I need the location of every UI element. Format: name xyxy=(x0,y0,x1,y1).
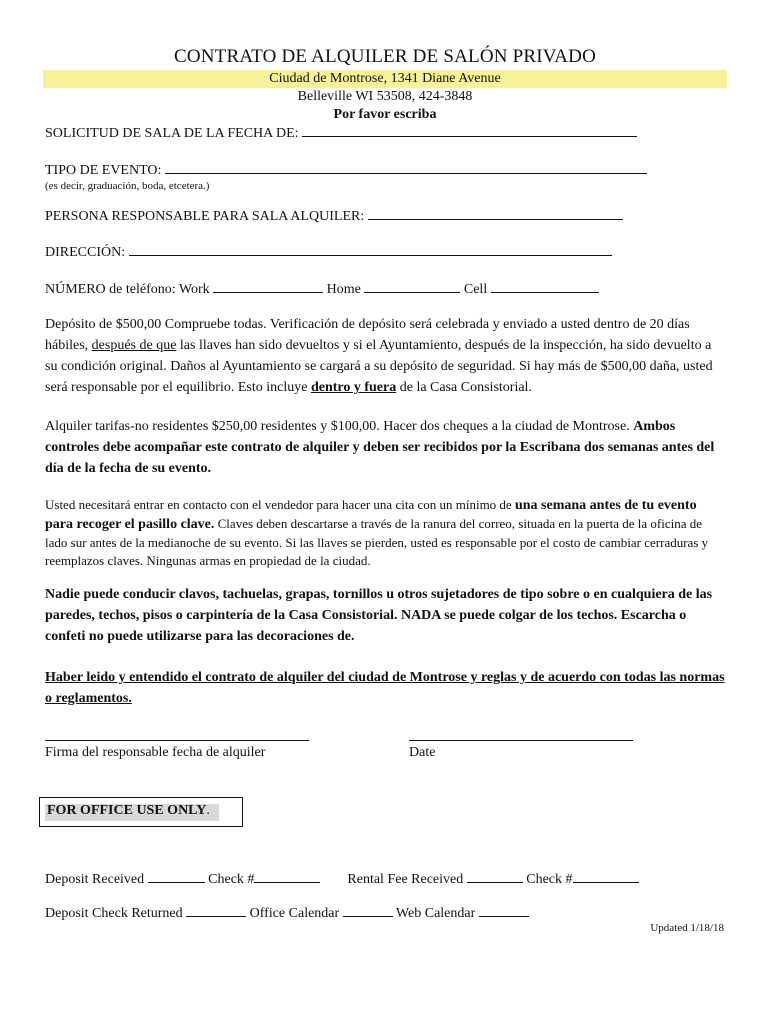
agreement-statement: Haber leido y entendido el contrato de alquiler del ciudad de Montrose y reglas y de acuerdo con todas las normas o reglamentos. xyxy=(45,670,725,706)
responsible-row xyxy=(45,207,623,225)
deposit-returned-label: Deposit Check Returned xyxy=(45,906,183,921)
phone-cell-field[interactable] xyxy=(491,280,599,293)
deposit-text-2: las llaves han sido devueltos y si el Ayuntamiento, después de la inspección, ha sido devuelto a su condición original. Daños al Ayuntamiento se cargará a su depósito de seguridad. Si hay más de $500,00 daña, usted será responsable por el equilibrio. Esto incluye xyxy=(45,338,713,395)
phone-row xyxy=(45,280,599,298)
date-label: Date xyxy=(409,745,436,760)
office-use-label xyxy=(47,803,210,819)
keys-bold-text: una semana antes de tu evento para recoger el pasillo clave. xyxy=(45,498,697,532)
phone-cell-label: Cell xyxy=(463,282,488,297)
instruction-text: Por favor escriba xyxy=(333,107,437,122)
web-calendar-field[interactable] xyxy=(479,904,529,917)
deposit-text-3: de la Casa Consistorial. xyxy=(396,380,532,395)
address-field[interactable] xyxy=(129,243,612,256)
rules-paragraph: Nadie puede conducir clavos, tachuelas, grapas, tornillos u otros sujetadores de tipo sobre o en cualquiera de las paredes, techos, pisos o carpintería de la Casa Consistorial. NADA se puede colgar de los techos. Escarcha o confeti no puede utilizarse para las decoraciones de. xyxy=(45,587,713,644)
deposit-received-label: Deposit Received xyxy=(45,872,145,887)
event-type-hint: (es decir, graduación, boda, etcetera.) xyxy=(45,180,210,192)
page-title: CONTRATO DE ALQUILER DE SALÓN PRIVADO xyxy=(173,46,597,67)
responsible-field[interactable] xyxy=(368,207,623,220)
fees-paragraph xyxy=(45,416,727,479)
date-line[interactable] xyxy=(409,740,633,741)
date-request-row xyxy=(45,124,637,142)
deposit-returned-field[interactable] xyxy=(186,904,246,917)
deposit-underlined-1: después de que xyxy=(91,338,177,353)
fees-bold-text: Ambos controles debe acompañar este contrato de alquiler y deben ser recibidos por la Escribana dos semanas antes del día de la fecha de su evento. xyxy=(45,419,715,476)
check-2-field[interactable] xyxy=(573,870,639,883)
address-row xyxy=(45,243,612,261)
phone-home-label: Home xyxy=(326,282,361,297)
check-1-label: Check # xyxy=(208,872,255,887)
date-request-field[interactable] xyxy=(302,124,637,137)
updated-date: Updated 1/18/18 xyxy=(650,922,724,934)
office-row-1 xyxy=(45,870,639,888)
keys-paragraph xyxy=(45,496,727,570)
keys-text-2: Claves deben descartarse a través de la ranura del correo, situada en la puerta de la oficina de lado sur antes de la medianoche de su evento. Si las llaves se pierden, usted es responsable por el costo de cambiar cerraduras y reemplazos claves. Ningunas armas en propiedad de la ciudad. xyxy=(45,516,709,568)
keys-text-1: Usted necesitará entrar en contacto con el vendedor para hacer una cita con un mínimo de xyxy=(45,497,515,512)
phone-home-field[interactable] xyxy=(364,280,460,293)
signature-label: Firma del responsable fecha de alquiler xyxy=(45,745,266,760)
office-calendar-field[interactable] xyxy=(343,904,393,917)
office-use-text: FOR OFFICE USE ONLY xyxy=(47,803,207,818)
fees-text: Alquiler tarifas-no residentes $250,00 residentes y $100,00. Hacer dos cheques a la ciudad de Montrose. xyxy=(45,419,630,434)
deposit-underlined-2: dentro y fuera xyxy=(310,380,397,395)
date-request-label: SOLICITUD DE SALA DE LA FECHA DE: xyxy=(45,126,299,141)
address-label: DIRECCIÓN: xyxy=(45,245,126,260)
rental-fee-field[interactable] xyxy=(467,870,523,883)
check-2-label: Check # xyxy=(526,872,573,887)
event-type-row xyxy=(45,161,647,179)
signature-line[interactable] xyxy=(45,740,309,741)
office-calendar-label: Office Calendar xyxy=(249,906,340,921)
check-1-field[interactable] xyxy=(254,870,320,883)
deposit-text-1: Depósito de $500,00 Compruebe todas. Verificación de depósito será celebrada y enviado a usted dentro de 20 días hábiles, xyxy=(45,317,690,353)
event-type-field[interactable] xyxy=(165,161,647,174)
phone-work-field[interactable] xyxy=(213,280,323,293)
event-type-label: TIPO DE EVENTO: xyxy=(45,163,162,178)
address-line-1: Ciudad de Montrose, 1341 Diane Avenue xyxy=(269,71,501,86)
phone-work-label: NÚMERO de teléfono: Work xyxy=(45,282,210,297)
deposit-received-field[interactable] xyxy=(148,870,205,883)
web-calendar-label: Web Calendar xyxy=(395,906,476,921)
responsible-label: PERSONA RESPONSABLE PARA SALA ALQUILER: xyxy=(45,209,365,224)
office-use-period: . xyxy=(206,803,210,818)
rental-fee-label: Rental Fee Received xyxy=(347,872,464,887)
office-row-2 xyxy=(45,904,529,922)
deposit-paragraph xyxy=(45,314,727,398)
address-line-2: Belleville WI 53508, 424-3848 xyxy=(297,89,473,104)
